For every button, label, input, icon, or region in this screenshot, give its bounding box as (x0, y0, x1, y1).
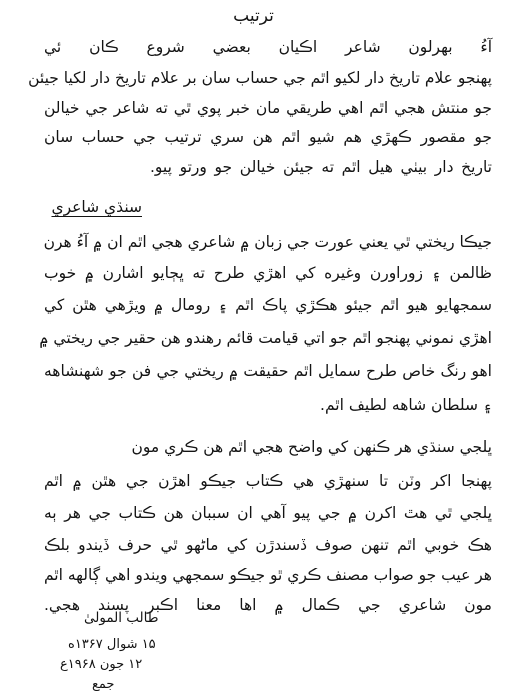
section3-line-4: هڪ خوبي اٿم تنهن صوف ڏسندڙن کي ماڻهو ٿي حرف ڏيندو بلڪ (44, 536, 492, 554)
section2-line-5: اهو رنگ خاص طرح سمايل اٿم حقيقت ۾ ريختي جي فن جو شهنشاهه (44, 362, 492, 380)
signature-date-hijri: ۱۵ شوال ۱۳۶۷ه (68, 637, 156, 652)
section3-line-1: ڀلجي سنڌي هر ڪنهن کي واضح هجي اٿم هن ڪري مون (131, 438, 492, 456)
section2-heading: سنڌي شاعري (51, 198, 142, 216)
section2-line-2: ظالمن ۽ زوراورن وغيره کي اهڙي طرح ته ڀڄايو اشارن ۾ خوب (44, 264, 492, 282)
section2-line-3: سمجهايو هيو اٿم جيئو هڪڙي پاڪ اٿم ۽ رومال ۾ ويڙهي هٿن کي (44, 296, 492, 314)
document-title: ترتيب (233, 6, 274, 26)
section2-line-4: اهڙي نموني پهنجو اٿم جو اتي قيامت قائم رهندو هن حقير جي ريختي ۾ (39, 329, 492, 347)
section3-line-6: مون شاعري جي ڪمال ۾ اها معنا اڪبر پسند هجي. (44, 596, 492, 614)
section1-line-3: جو منتش هجي اٿم اهي طريقي مان خبر پوي ٿي ته شاعر جي خيالن (44, 99, 492, 117)
signature-name: طالب المولىٰ (84, 610, 159, 626)
section2-line-1: جيڪا ريختي ٿي يعني عورت جي زبان ۾ شاعري هجي اٿم ان ۾ آءُ هرن (43, 233, 492, 251)
signature-date-day: جمع (92, 677, 115, 692)
section1-line-2: پهنجو علام تاريخ دار لکيو اٿم جي حساب سان بر علام تاريخ دار لکيا جيئن (28, 69, 492, 87)
section2-line-6: ۽ سلطان شاهه لطيف اٿم. (320, 396, 492, 414)
signature-date-gregorian: ۱۲ جون ۱۹۶۸ع (60, 657, 143, 672)
section1-line-5: تاريخ دار بيٺي هيل اٿم ته جيئن خيالن جو ورتو پيو. (150, 158, 492, 176)
section3-line-2: پهنجا اکر وٽن تا سنهڙي هي ڪتاب جيڪو اهڙن جي هٿن ۾ اٿم (44, 472, 492, 490)
section3-line-5: هر عيب جو صواب مصنف ڪري ٿو جيڪو سمجهي ويندو اهي ڳالهه اٿم (43, 566, 492, 584)
section1-line-1: آءُ بهرلون شاعر اڪيان بعضي شروع ڪان ئي (44, 38, 492, 56)
section1-line-4: جو مقصور ڪهڙي هم شيو اٿم هن سري ترتيب جي حساب سان (44, 128, 492, 146)
section3-line-3: ڀلجي ٿي هٿ اکرن ۾ جي پيو آهي ان سببان هن ڪتاب جي هر ٻه (44, 504, 492, 522)
